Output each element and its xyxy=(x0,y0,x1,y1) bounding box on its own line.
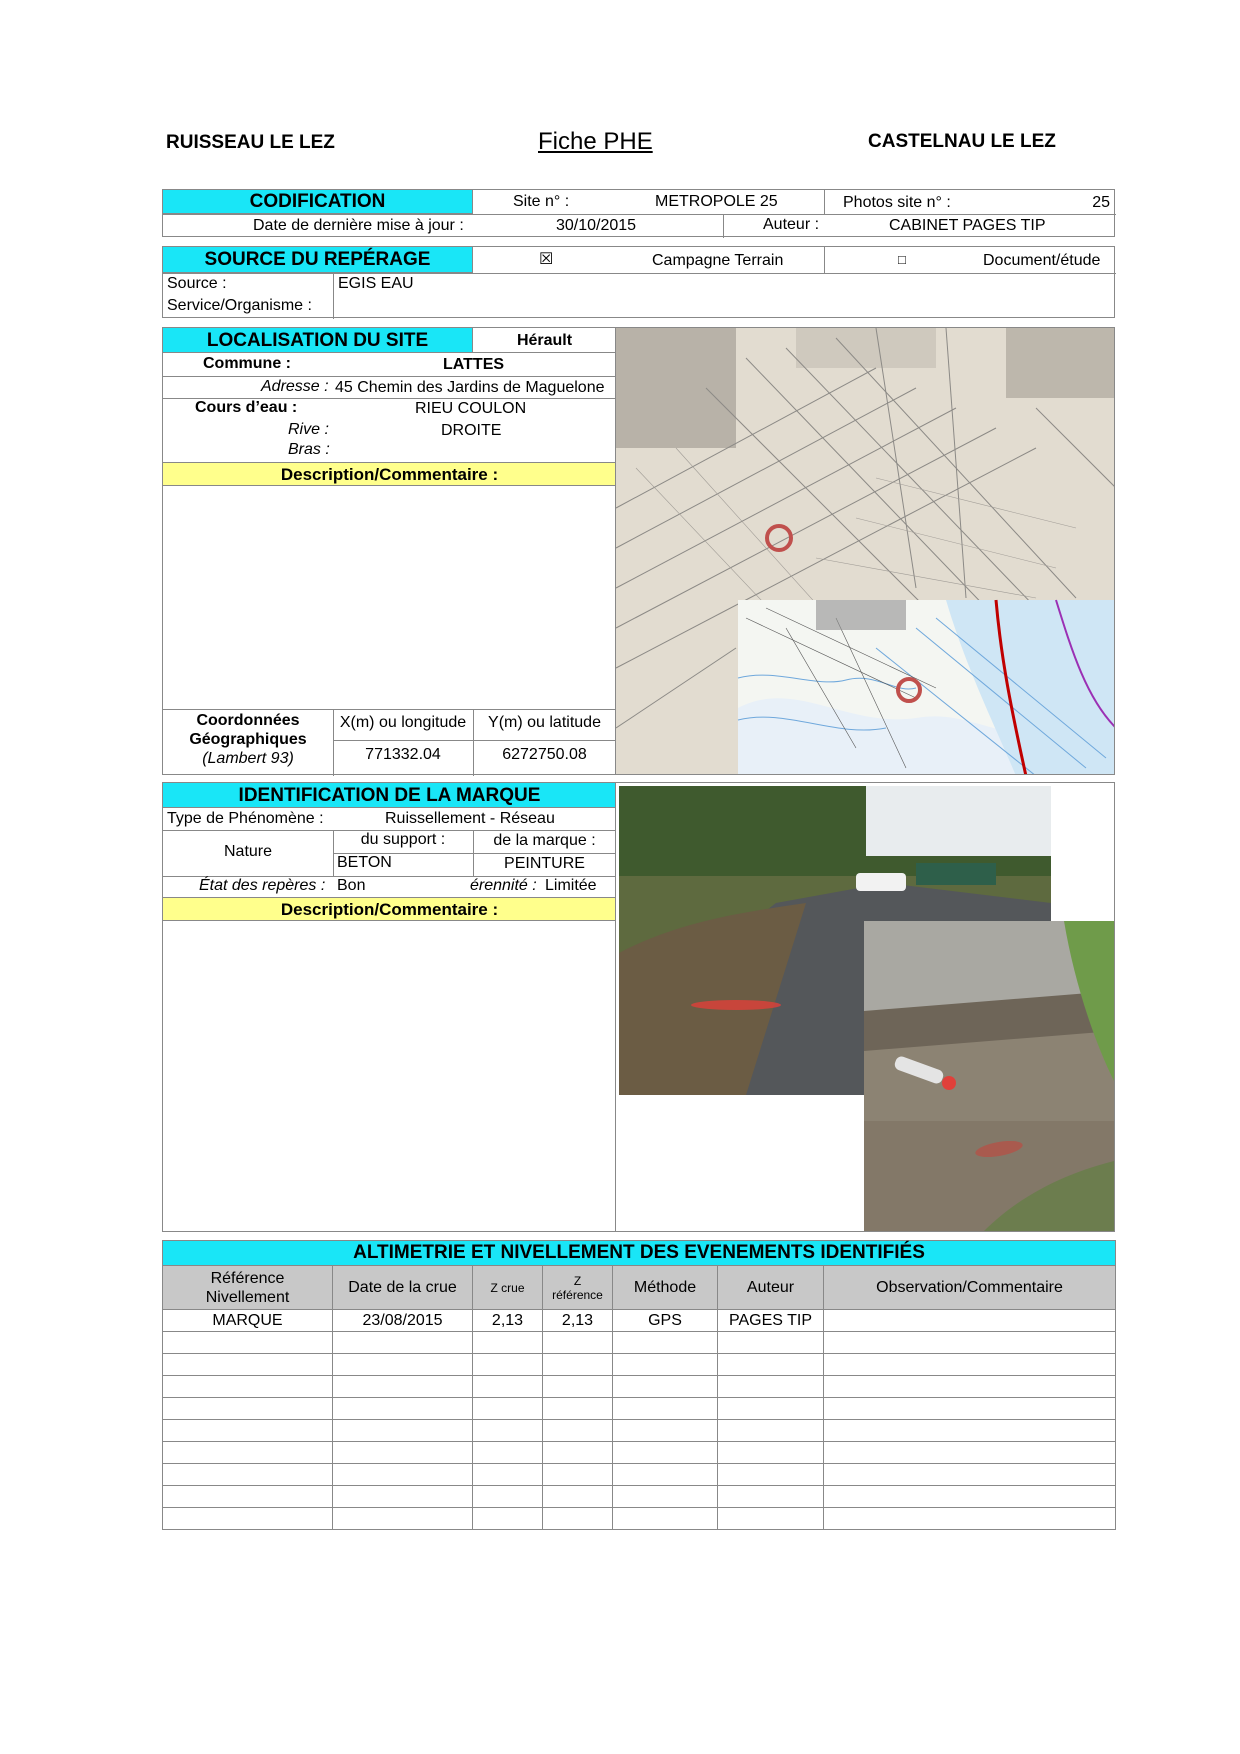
table-row xyxy=(163,1508,1116,1530)
page-title: Fiche PHE xyxy=(538,128,653,155)
col-z-line1: Z xyxy=(573,1273,582,1288)
table-cell[interactable] xyxy=(333,1464,473,1486)
service-label: Service/Organisme : xyxy=(167,297,312,314)
unchecked-checkbox-icon[interactable]: □ xyxy=(898,252,906,267)
table-cell[interactable] xyxy=(473,1332,543,1354)
table-cell[interactable] xyxy=(473,1398,543,1420)
table-cell[interactable] xyxy=(543,1354,613,1376)
marque-block xyxy=(162,782,615,1232)
etat-label: État des repères : xyxy=(199,877,326,894)
adresse-value: 45 Chemin des Jardins de Maguelone xyxy=(335,379,605,396)
divider xyxy=(824,247,825,273)
table-cell[interactable] xyxy=(473,1508,543,1530)
perennite-label: érennité : xyxy=(470,877,537,894)
table-cell[interactable] xyxy=(543,1376,613,1398)
table-cell[interactable] xyxy=(163,1442,333,1464)
perennite-value: Limitée xyxy=(545,877,597,894)
altimetrie-heading: ALTIMETRIE ET NIVELLEMENT DES EVENEMENTS IDENTIFIÉS xyxy=(163,1241,1116,1266)
table-cell[interactable] xyxy=(333,1442,473,1464)
table-row xyxy=(163,1398,1116,1420)
table-cell[interactable] xyxy=(333,1398,473,1420)
altimetrie-table xyxy=(162,1240,1116,1530)
table-cell[interactable] xyxy=(333,1508,473,1530)
support-label: du support : xyxy=(360,831,446,848)
table-cell[interactable] xyxy=(333,1376,473,1398)
table-cell[interactable] xyxy=(824,1442,1116,1464)
localisation-desc-value[interactable] xyxy=(167,490,612,690)
table-cell[interactable] xyxy=(718,1486,824,1508)
table-cell[interactable] xyxy=(473,1376,543,1398)
table-cell[interactable] xyxy=(163,1354,333,1376)
divider xyxy=(333,273,334,319)
adresse-label: Adresse : xyxy=(261,378,329,395)
commune-name: CASTELNAU LE LEZ xyxy=(868,131,1056,152)
nature-label: Nature xyxy=(223,843,273,860)
marque-desc-heading: Description/Commentaire : xyxy=(163,897,616,921)
table-row xyxy=(163,1310,1116,1332)
type-label: Type de Phénomène : xyxy=(167,810,324,827)
table-cell[interactable] xyxy=(543,1398,613,1420)
cours-eau-label: Cours d’eau : xyxy=(195,399,298,416)
source-label: Source : xyxy=(167,275,227,292)
table-cell[interactable] xyxy=(543,1486,613,1508)
table-cell[interactable] xyxy=(613,1376,718,1398)
col-methode: Méthode xyxy=(613,1266,718,1310)
table-cell[interactable]: 2,13 xyxy=(543,1310,613,1332)
table-cell[interactable] xyxy=(718,1398,824,1420)
localisation-heading: LOCALISATION DU SITE xyxy=(163,328,473,353)
table-row xyxy=(163,1354,1116,1376)
y-label: Y(m) ou latitude xyxy=(488,714,601,731)
divider xyxy=(723,214,724,238)
col-date-crue: Date de la crue xyxy=(333,1266,473,1310)
photos-panel xyxy=(615,782,1115,1232)
col-reference-nivellement xyxy=(163,1266,333,1310)
divider xyxy=(824,190,825,214)
table-cell[interactable] xyxy=(543,1442,613,1464)
table-cell[interactable]: PAGES TIP xyxy=(718,1310,824,1332)
table-cell[interactable] xyxy=(163,1508,333,1530)
table-cell[interactable] xyxy=(473,1486,543,1508)
option-document-etude: Document/étude xyxy=(983,252,1101,269)
x-label: X(m) ou longitude xyxy=(339,714,467,731)
commune-value: LATTES xyxy=(443,356,505,373)
y-value: 6272750.08 xyxy=(502,746,587,763)
table-cell[interactable] xyxy=(543,1420,613,1442)
rive-value: DROITE xyxy=(441,422,502,439)
river-name: RUISSEAU LE LEZ xyxy=(166,132,335,153)
site-label: Site n° : xyxy=(513,193,570,210)
table-cell[interactable]: 23/08/2015 xyxy=(333,1310,473,1332)
cours-eau-value: RIEU COULON xyxy=(415,400,527,417)
col-reference-line2: Nivellement xyxy=(205,1288,290,1306)
source-block xyxy=(162,246,1115,318)
source-heading: SOURCE DU REPÉRAGE xyxy=(163,247,473,273)
table-row xyxy=(163,1486,1116,1508)
table-row xyxy=(163,1376,1116,1398)
table-cell[interactable] xyxy=(613,1508,718,1530)
table-cell[interactable] xyxy=(824,1354,1116,1376)
divider xyxy=(163,273,1116,274)
table-cell[interactable] xyxy=(824,1420,1116,1442)
commune-label: Commune : xyxy=(203,355,291,372)
marque-desc-value[interactable] xyxy=(167,925,612,1225)
table-cell[interactable] xyxy=(333,1420,473,1442)
table-cell[interactable] xyxy=(473,1420,543,1442)
table-cell[interactable] xyxy=(824,1486,1116,1508)
table-cell[interactable]: GPS xyxy=(613,1310,718,1332)
coord-label-1: Coordonnées xyxy=(196,712,300,729)
col-z-reference xyxy=(543,1266,613,1310)
table-cell[interactable] xyxy=(473,1442,543,1464)
table-cell[interactable] xyxy=(613,1398,718,1420)
altimetrie-rows xyxy=(163,1310,1116,1530)
coord-label-3: (Lambert 93) xyxy=(202,750,294,767)
table-cell[interactable] xyxy=(824,1464,1116,1486)
photos-value: 25 xyxy=(1092,194,1110,211)
table-cell[interactable]: 2,13 xyxy=(473,1310,543,1332)
table-cell[interactable] xyxy=(333,1486,473,1508)
date-value: 30/10/2015 xyxy=(556,217,637,234)
checked-checkbox-icon[interactable]: ☒ xyxy=(539,251,554,268)
marque-label: de la marque : xyxy=(493,832,596,849)
x-value: 771332.04 xyxy=(365,746,441,763)
table-cell[interactable] xyxy=(824,1398,1116,1420)
table-cell[interactable] xyxy=(543,1508,613,1530)
codification-heading: CODIFICATION xyxy=(163,190,473,214)
table-cell[interactable]: MARQUE xyxy=(163,1310,333,1332)
option-campagne-terrain: Campagne Terrain xyxy=(652,252,784,269)
table-cell[interactable] xyxy=(824,1310,1116,1332)
table-cell[interactable] xyxy=(613,1486,718,1508)
photos-label: Photos site n° : xyxy=(843,194,951,211)
table-cell[interactable] xyxy=(613,1332,718,1354)
source-value: EGIS EAU xyxy=(338,275,414,292)
table-cell[interactable] xyxy=(543,1332,613,1354)
col-observation: Observation/Commentaire xyxy=(824,1266,1116,1310)
table-cell[interactable] xyxy=(824,1376,1116,1398)
site-value: METROPOLE 25 xyxy=(655,193,778,210)
table-cell[interactable] xyxy=(718,1376,824,1398)
col-z-line2: référence xyxy=(552,1287,603,1302)
table-cell[interactable] xyxy=(718,1332,824,1354)
bras-label: Bras : xyxy=(288,441,330,458)
table-cell[interactable] xyxy=(718,1464,824,1486)
table-row xyxy=(163,1332,1116,1354)
divider xyxy=(163,376,616,377)
table-cell[interactable] xyxy=(824,1332,1116,1354)
table-row xyxy=(163,1464,1116,1486)
paint-mark-photo xyxy=(864,921,1114,1231)
ign-map xyxy=(738,600,1115,775)
codification-block xyxy=(162,189,1115,237)
table-cell[interactable] xyxy=(718,1508,824,1530)
table-cell[interactable] xyxy=(613,1464,718,1486)
table-cell[interactable] xyxy=(824,1508,1116,1530)
table-cell[interactable] xyxy=(543,1464,613,1486)
table-row xyxy=(163,1442,1116,1464)
table-cell[interactable] xyxy=(333,1332,473,1354)
table-cell[interactable] xyxy=(163,1376,333,1398)
table-cell[interactable] xyxy=(163,1398,333,1420)
table-cell[interactable] xyxy=(718,1442,824,1464)
type-value: Ruissellement - Réseau xyxy=(385,810,555,827)
marque-value: PEINTURE xyxy=(504,855,585,872)
localisation-desc-heading: Description/Commentaire : xyxy=(163,463,616,486)
department-value: Hérault xyxy=(473,328,616,353)
date-label: Date de dernière mise à jour : xyxy=(253,217,464,234)
col-z-crue: Z crue xyxy=(473,1266,543,1310)
rive-label: Rive : xyxy=(288,421,329,438)
table-cell[interactable] xyxy=(163,1486,333,1508)
table-cell[interactable] xyxy=(473,1354,543,1376)
table-cell[interactable] xyxy=(473,1464,543,1486)
col-reference-line1: Référence xyxy=(210,1269,285,1287)
topographic-map-drawing xyxy=(616,328,1115,775)
table-cell[interactable] xyxy=(163,1464,333,1486)
coord-label-2: Géographiques xyxy=(189,731,307,748)
divider xyxy=(163,709,616,710)
col-auteur: Auteur xyxy=(718,1266,824,1310)
auteur-label: Auteur : xyxy=(763,216,820,233)
table-row xyxy=(163,1420,1116,1442)
divider xyxy=(163,214,1116,215)
marque-heading: IDENTIFICATION DE LA MARQUE xyxy=(163,783,616,808)
table-cell[interactable] xyxy=(718,1420,824,1442)
table-cell[interactable] xyxy=(613,1420,718,1442)
table-cell[interactable] xyxy=(163,1420,333,1442)
table-cell[interactable] xyxy=(163,1332,333,1354)
table-cell[interactable] xyxy=(613,1442,718,1464)
etat-value: Bon xyxy=(337,877,366,894)
support-value: BETON xyxy=(337,854,392,871)
divider xyxy=(333,740,616,741)
localisation-block xyxy=(162,327,615,775)
table-cell[interactable] xyxy=(333,1354,473,1376)
table-cell[interactable] xyxy=(718,1354,824,1376)
topographic-map xyxy=(615,327,1115,775)
table-cell[interactable] xyxy=(613,1354,718,1376)
auteur-value: CABINET PAGES TIP xyxy=(889,217,1046,234)
